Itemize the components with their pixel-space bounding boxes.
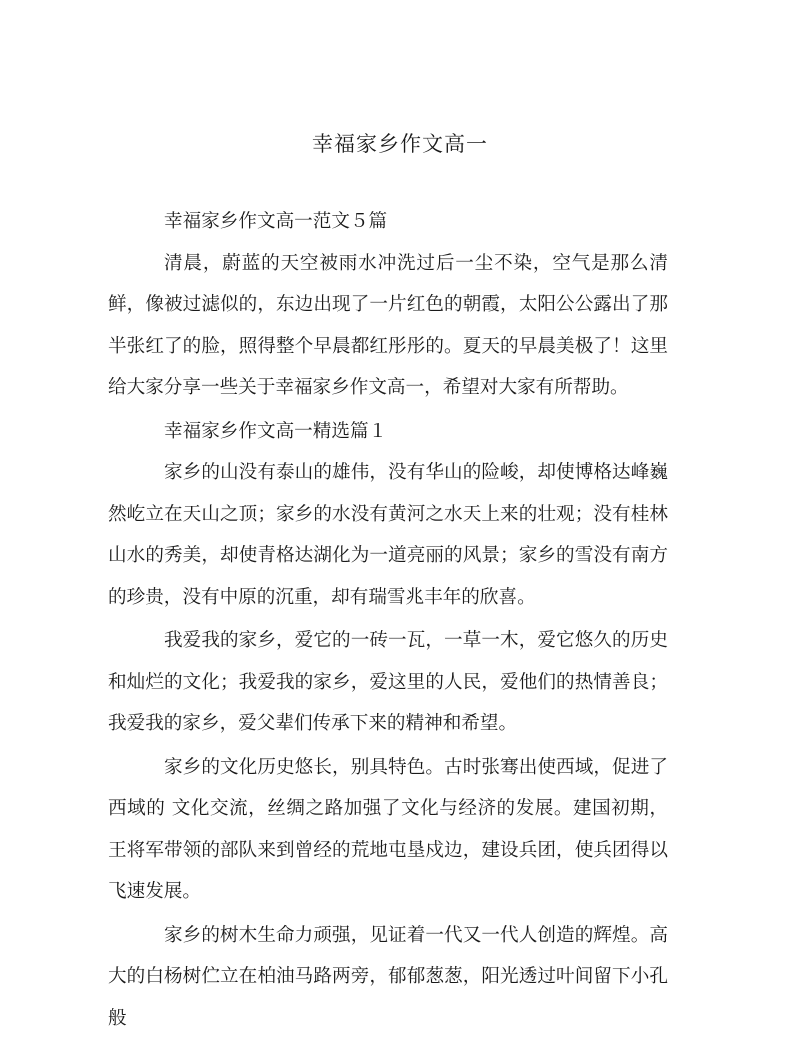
paragraph: 清晨，蔚蓝的天空被雨水冲洗过后一尘不染，空气是那么清鲜，像被过滤似的，东边出现了一片红色的朝霞，太阳公公露出了那半张红了的脸，照得整个早晨都红彤彤的。夏天的早晨美极了！这里给大家分享一些关于幸福家乡作文高一，希望对大家有所帮助。 <box>108 252 668 398</box>
section-heading: 幸福家乡作文高一精选篇１ <box>164 420 388 442</box>
document-title: 幸福家乡作文高一 <box>312 132 488 156</box>
paragraph: 家乡的树木生命力顽强，见证着一代又一代人创造的辉煌。高大的白杨树伫立在柏油马路两旁，郁郁葱葱，阳光透过叶间留下小孔般 <box>108 924 668 1029</box>
paragraph: 我爱我的家乡，爱它的一砖一瓦，一草一木，爱它悠久的历史和灿烂的文化；我爱我的家乡，爱这里的人民，爱他们的热情善良；我爱我的家乡，爱父辈们传承下来的精神和希望。 <box>108 630 668 734</box>
section-heading: 幸福家乡作文高一范文５篇 <box>164 211 388 232</box>
paragraph: 家乡的文化历史悠长，别具特色。古时张骞出使西域，促进了西域的 文化交流，丝绸之路加强了文化与经济的发展。建国初期，王将军带领的部队来到曾经的荒地屯垦戍边，建设兵团，使兵团得以飞速发展。 <box>108 756 668 902</box>
paragraph: 家乡的山没有泰山的雄伟，没有华山的险峻，却使博格达峰巍然屹立在天山之顶；家乡的水没有黄河之水天上来的壮观；没有桂林山水的秀美，却使青格达湖化为一道亮丽的风景；家乡的雪没有南方的珍贵，没有中原的沉重，却有瑞雪兆丰年的欣喜。 <box>108 462 668 608</box>
document-body <box>108 201 668 1041</box>
